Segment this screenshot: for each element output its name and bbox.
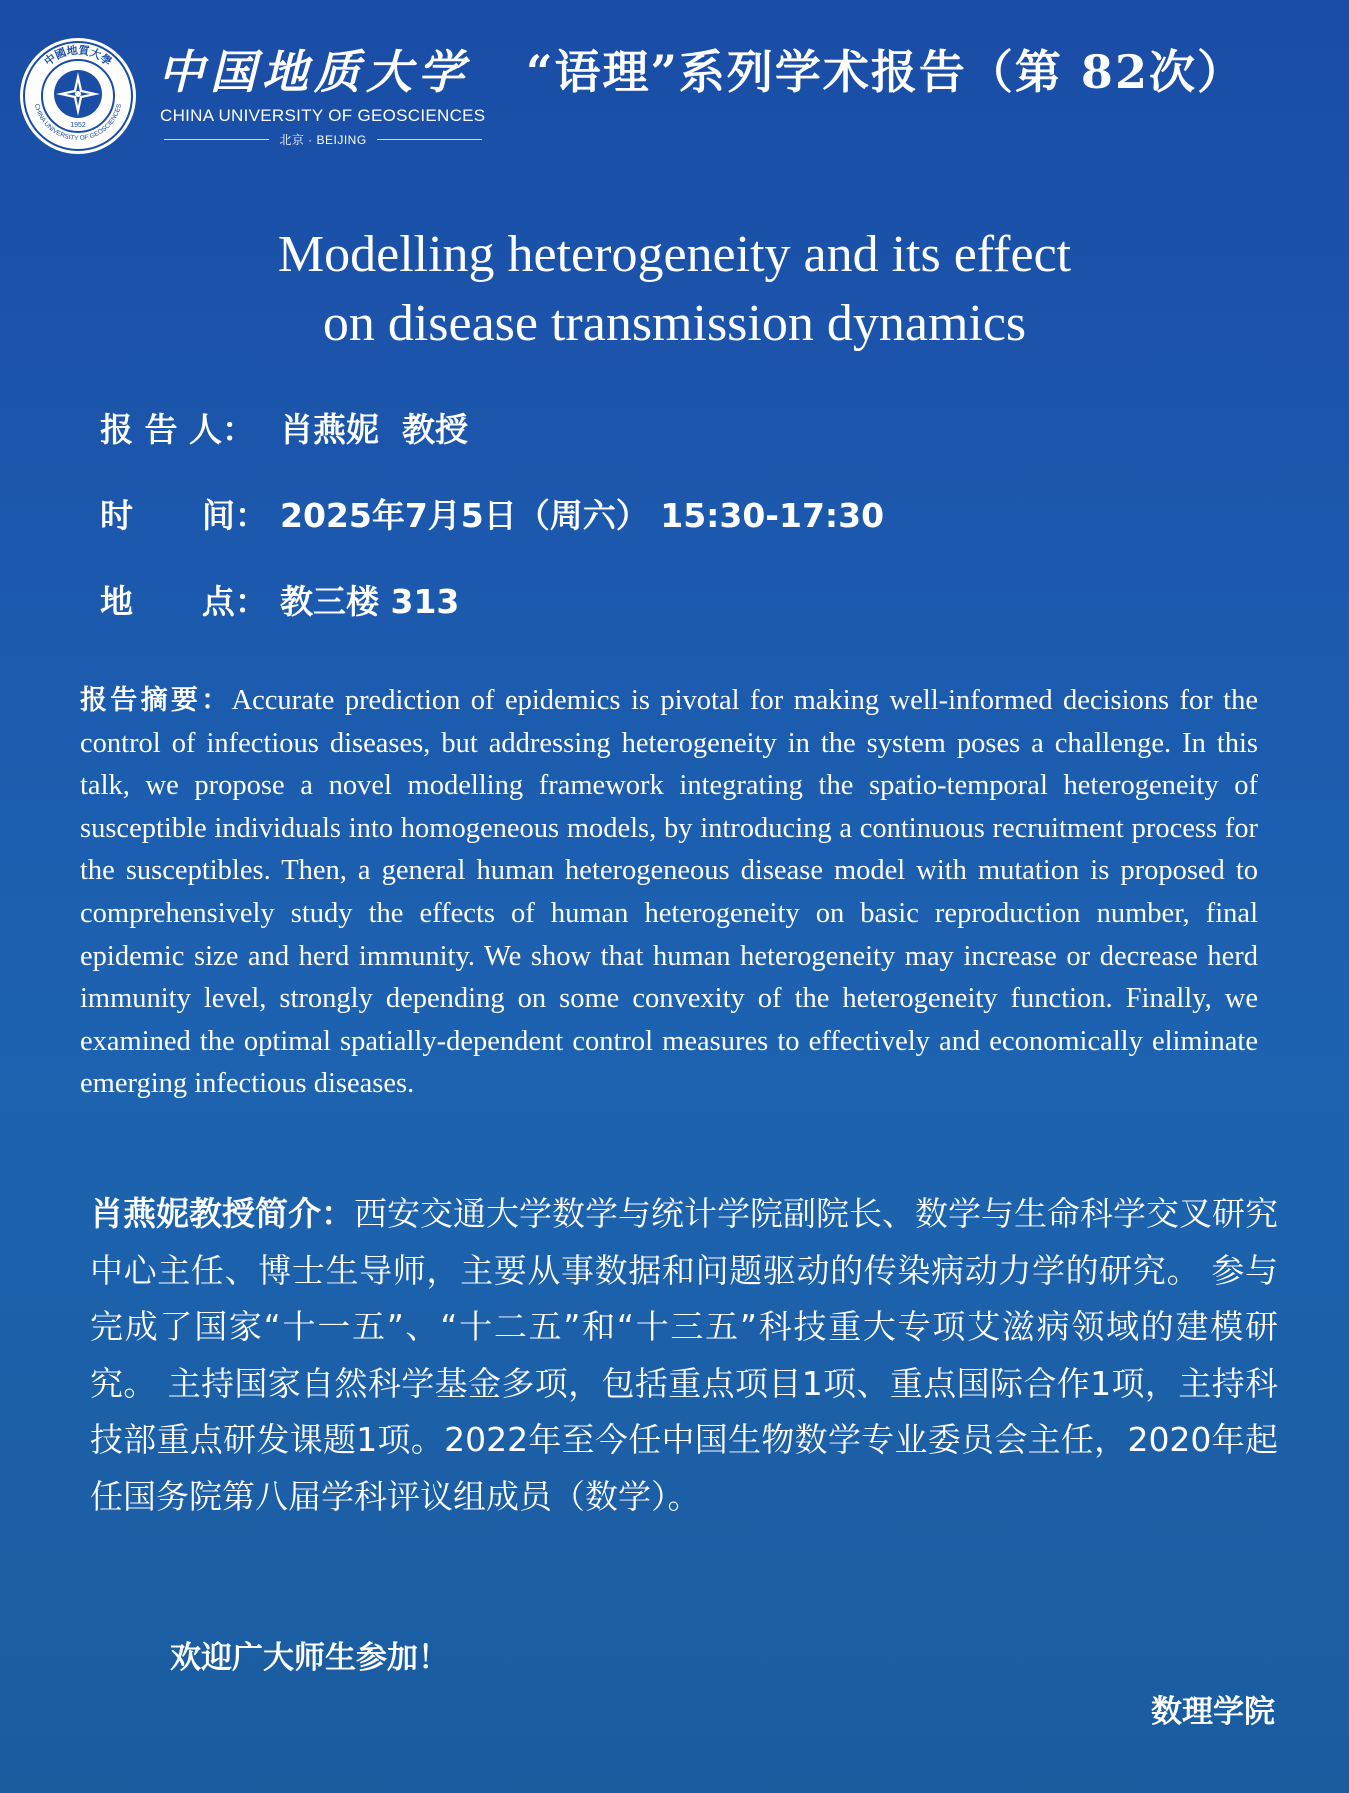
place-value: 教三楼 313 — [280, 582, 460, 621]
speaker-row — [100, 410, 468, 450]
time-label: 时 间： — [100, 496, 268, 535]
abstract-label: 报告摘要： — [80, 685, 232, 716]
speaker-value: 肖燕妮 教授 — [280, 410, 468, 449]
speaker-label: 报 告 人： — [100, 410, 255, 449]
city-line — [164, 131, 482, 149]
svg-text:中國地質大學: 中國地質大學 — [41, 43, 115, 69]
time-row — [100, 496, 884, 536]
place-row — [100, 582, 459, 622]
poster-header — [18, 36, 1338, 156]
talk-title-line-1: Modelling heterogeneity and its effect — [277, 226, 1072, 283]
bio-label: 肖燕妮教授简介： — [90, 1194, 354, 1233]
bio-text: 西安交通大学数学与统计学院副院长、数学与生命科学交叉研究中心主任、博士生导师，主要从事数据和问题驱动的传染病动力学的研究。 参与完成了国家“十一五”、“十二五”和“十三五”科技重大专项艾滋病领域的建模研究。 主持国家自然科学基金多项，包括重点项目1项、重点国际合作1项，主持科技部重点研发课题1项。2022年至今任中国生物数学专业委员会主任，2020年起任国务院第八届学科评议组成员（数学）。 — [90, 1194, 1278, 1516]
organizer-name: 数理学院 — [1151, 1694, 1275, 1730]
university-name-cn: 中国地质大学 — [158, 45, 470, 99]
svg-text:CHINA UNIVERSITY OF GEOSCIENCE: CHINA UNIVERSITY OF GEOSCIENCES — [32, 103, 124, 143]
time-value: 2025年7月5日（周六） 15:30-17:30 — [280, 496, 885, 535]
abstract-section — [80, 680, 1258, 1106]
svg-text:1952: 1952 — [70, 122, 86, 129]
divider-right — [377, 139, 482, 140]
university-seal-logo — [18, 36, 138, 156]
talk-title-line-2: on disease transmission dynamics — [322, 295, 1027, 352]
talk-title — [0, 220, 1349, 358]
abstract-text: Accurate prediction of epidemics is pivotal for making well-informed decisions for the control of infectious diseases, but addressing heterogeneity in the system poses a challenge. In this talk, we propose a novel modelling framework integrating the spatio-temporal heterogeneity of susceptible individuals into homogeneous models, by introducing a continuous recruitment process for the susceptibles. Then, a general human heterogeneous disease model with mutation is proposed to comprehensively study the effects of human heterogeneity on basic reproduction number, final epidemic size and herd immunity. We show that human heterogeneity may increase or decrease herd immunity level, strongly depending on some convexity of the heterogeneity function. Finally, we examined the optimal spatially-dependent control measures to effectively and economically eliminate emerging infectious diseases. — [80, 685, 1258, 1100]
series-title: “语理”系列学术报告（第 82次） — [526, 45, 1245, 99]
university-name-en: CHINA UNIVERSITY OF GEOSCIENCES — [160, 106, 486, 125]
welcome-message: 欢迎广大师生参加！ — [170, 1640, 449, 1676]
place-label: 地 点： — [100, 582, 268, 621]
speaker-bio-section — [90, 1186, 1278, 1525]
city-label: 北京 · BEIJING — [279, 133, 367, 147]
